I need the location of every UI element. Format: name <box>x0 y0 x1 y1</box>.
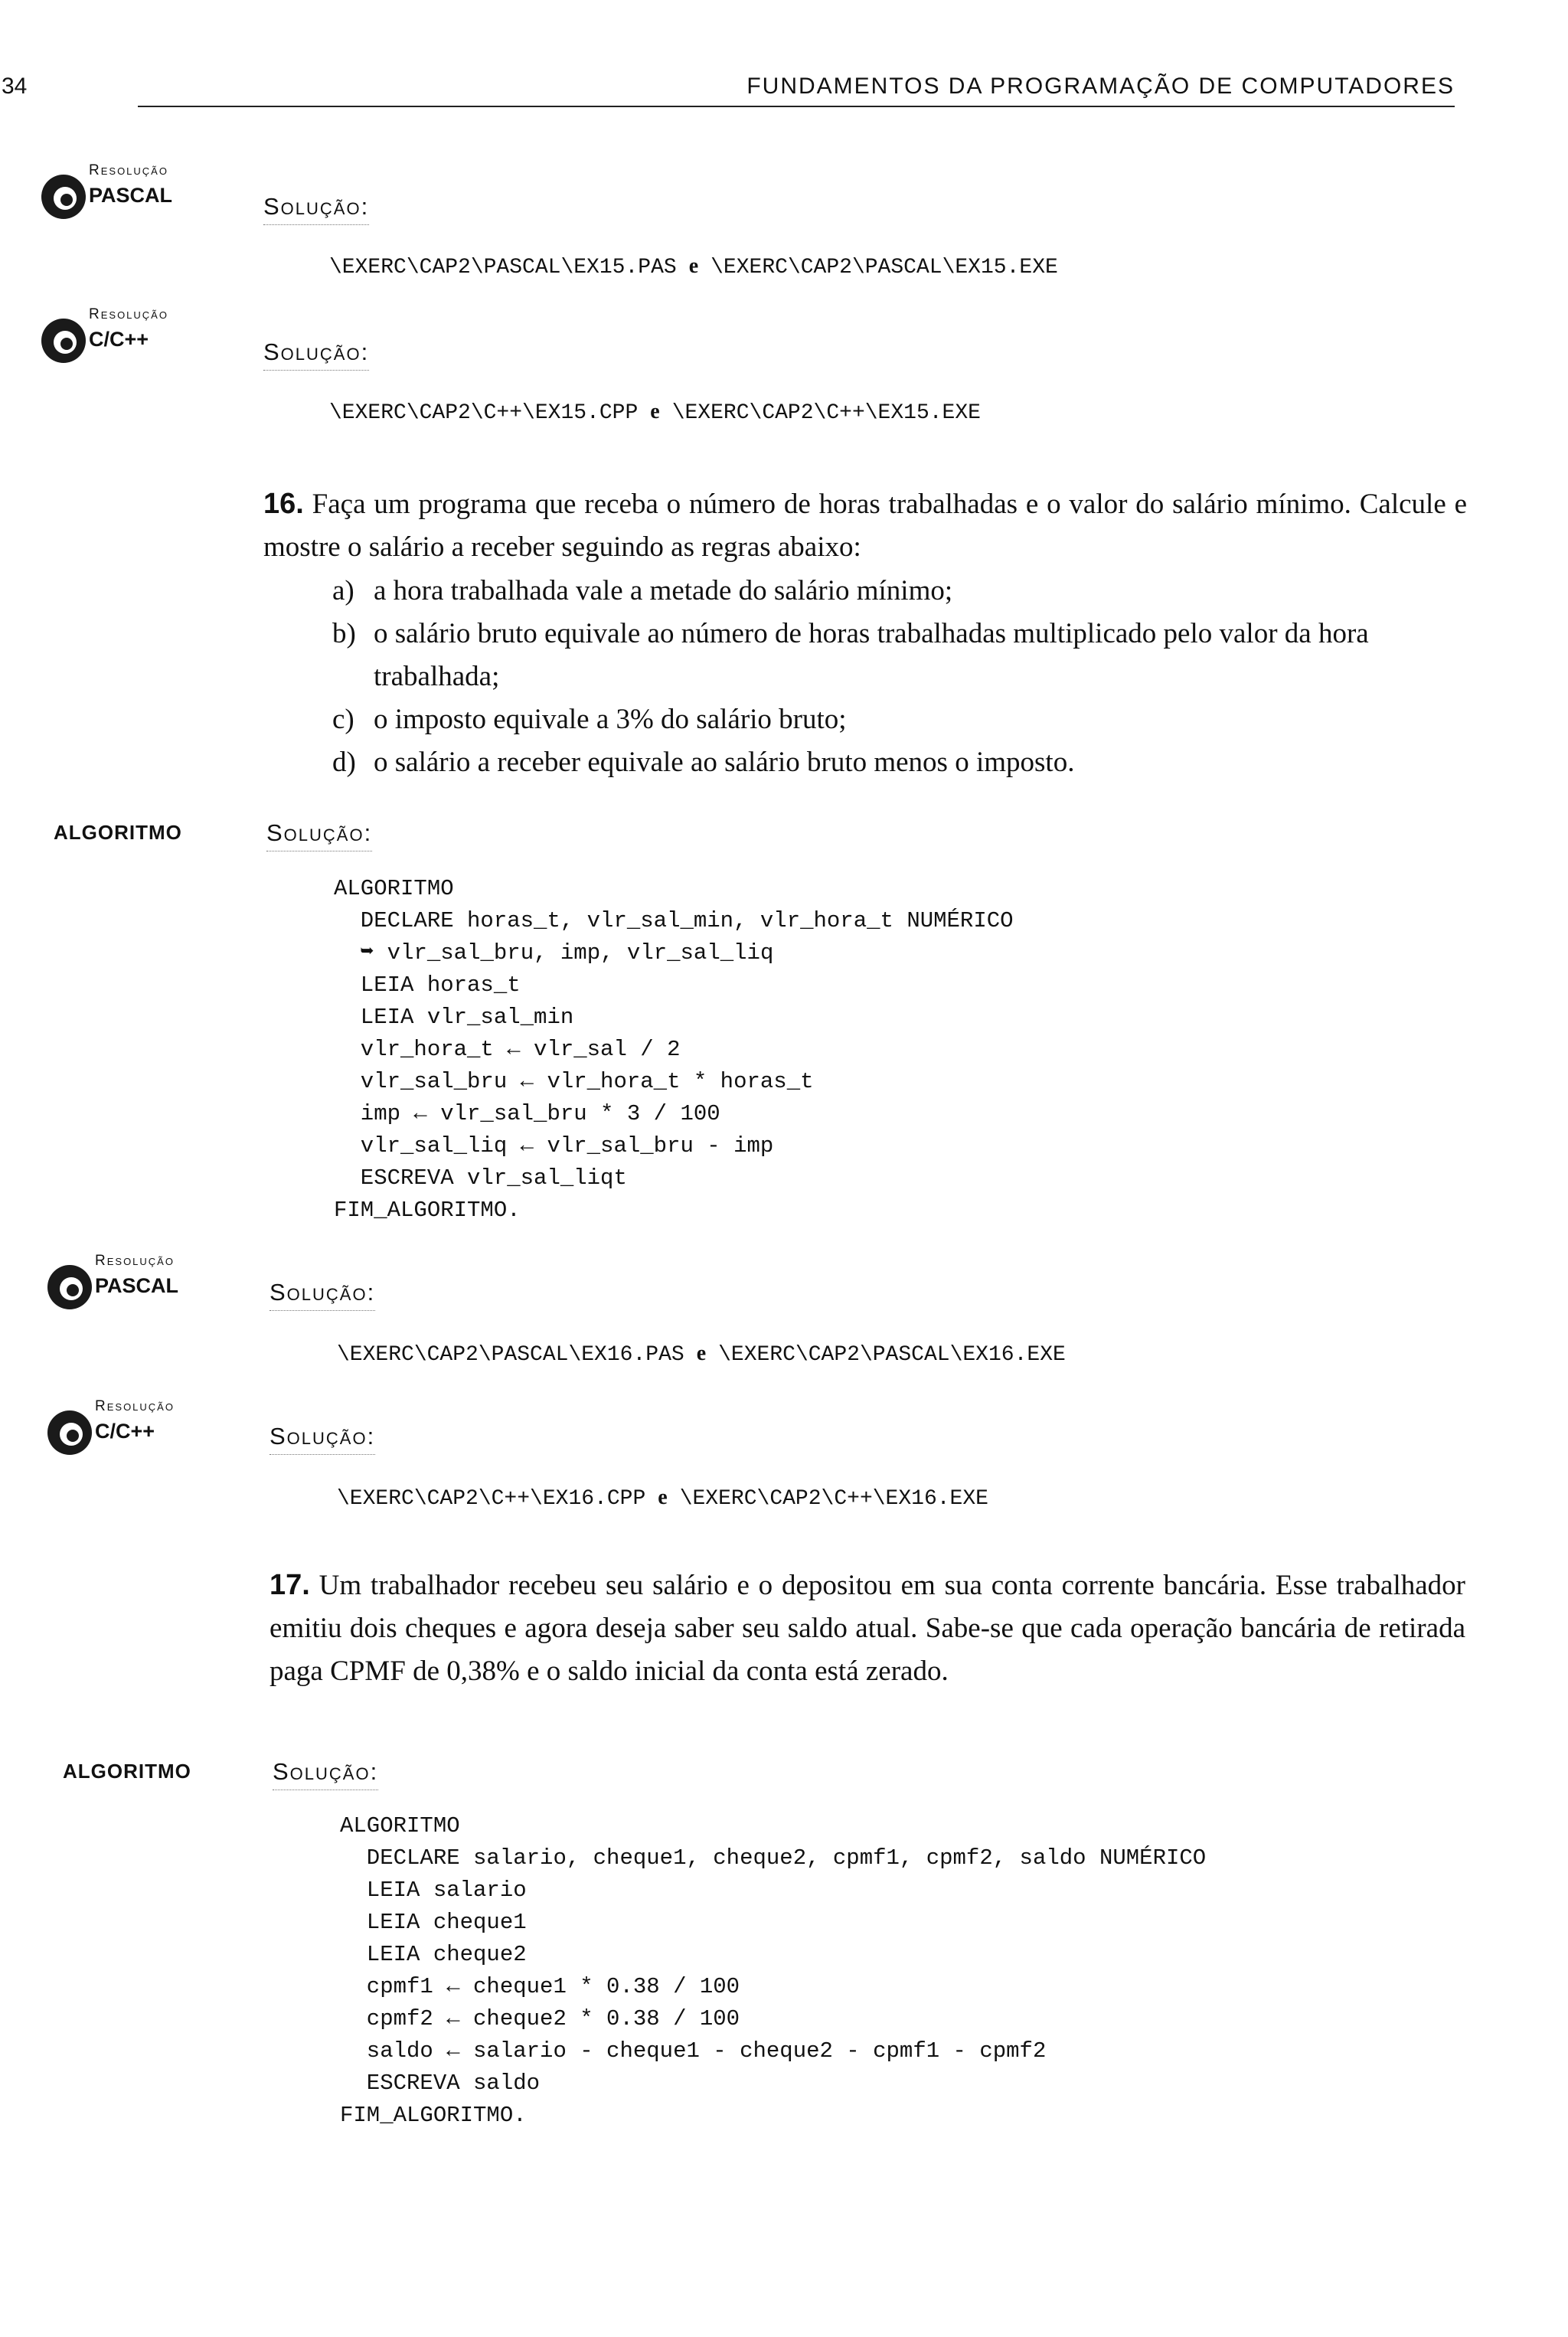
algorithm-code-16 <box>334 873 1014 1227</box>
conjunction: e <box>658 1486 668 1509</box>
question-16 <box>263 482 1467 569</box>
code-line: vlr_sal_liq ← vlr_sal_bru - imp <box>334 1133 774 1159</box>
code-line: vlr_sal_bru ← vlr_hora_t * horas_t <box>334 1069 814 1094</box>
algoritmo-icon: ALGORITMO <box>54 821 182 844</box>
rules-list <box>332 570 1465 784</box>
running-header <box>0 74 1455 110</box>
solution-label: Solução: <box>266 819 373 846</box>
cpp-label: C/C++ <box>95 1420 155 1443</box>
solution-path-line <box>329 254 1058 279</box>
file-path: \EXERC\CAP2\C++\EX15.CPP <box>329 401 639 425</box>
header-rule <box>138 106 1455 107</box>
code-line: ALGORITMO <box>340 1813 460 1839</box>
code-line: LEIA salario <box>340 1878 527 1903</box>
code-line: LEIA vlr_sal_min <box>334 1005 574 1030</box>
code-line: cpmf1 ← cheque1 * 0.38 / 100 <box>340 1974 740 1999</box>
code-line: cpmf2 ← cheque2 * 0.38 / 100 <box>340 2006 740 2031</box>
code-line: LEIA horas_t <box>334 972 521 998</box>
file-path: \EXERC\CAP2\PASCAL\EX16.PAS <box>337 1343 684 1367</box>
resolucao-label: Resolução <box>95 1398 175 1414</box>
file-path: \EXERC\CAP2\PASCAL\EX16.EXE <box>718 1343 1066 1367</box>
resolucao-label: Resolução <box>89 162 168 178</box>
solution-path-line <box>337 1342 1066 1367</box>
code-line: ESCREVA vlr_sal_liqt <box>334 1165 627 1191</box>
conjunction: e <box>650 400 660 423</box>
question-number: 17. <box>270 1569 310 1601</box>
resolucao-label: Resolução <box>89 306 168 322</box>
file-path: \EXERC\CAP2\PASCAL\EX15.EXE <box>710 256 1058 279</box>
code-line: imp ← vlr_sal_bru * 3 / 100 <box>334 1101 720 1126</box>
code-line: ESCREVA saldo <box>340 2071 541 2096</box>
code-line: LEIA cheque2 <box>340 1942 527 1967</box>
list-item: b) o salário bruto equivale ao número de horas trabalhadas multiplicado pelo valor da hora trabalhada; <box>332 618 1369 692</box>
code-line: DECLARE horas_t, vlr_sal_min, vlr_hora_t NUMÉRICO <box>334 908 1014 933</box>
solution-label: Solução: <box>270 1423 376 1450</box>
code-line: saldo ← salario - cheque1 - cheque2 - cpmf1 - cpmf2 <box>340 2038 1047 2064</box>
solution-label: Solução: <box>273 1758 379 1785</box>
page-number: 34 <box>2 74 28 99</box>
question-number: 16. <box>263 488 304 520</box>
target-logo-icon <box>46 1263 93 1311</box>
list-item: d) o salário a receber equivale ao salário bruto menos o imposto. <box>332 747 1075 778</box>
question-text: Um trabalhador recebeu seu salário e o depositou em sua conta corrente bancária. Esse trabalhador emitiu dois cheques e agora deseja saber seu saldo atual. Sabe-se que cada operação bancária de retirada paga CPMF de 0,38% e o saldo inicial da conta está zerado. <box>270 1570 1466 1687</box>
question-17 <box>270 1564 1465 1693</box>
file-path: \EXERC\CAP2\C++\EX15.EXE <box>671 401 981 425</box>
code-line: LEIA cheque1 <box>340 1910 527 1935</box>
resolucao-label: Resolução <box>95 1253 175 1269</box>
code-line: DECLARE salario, cheque1, cheque2, cpmf1, cpmf2, saldo NUMÉRICO <box>340 1845 1207 1871</box>
conjunction: e <box>688 254 699 278</box>
code-line: FIM_ALGORITMO. <box>340 2103 527 2128</box>
target-logo-icon <box>40 173 87 221</box>
cpp-label: C/C++ <box>89 328 149 351</box>
solution-path-line <box>329 400 981 425</box>
pascal-label: PASCAL <box>95 1274 179 1297</box>
code-line: ALGORITMO <box>334 876 454 901</box>
solution-path-line <box>337 1486 988 1511</box>
file-path: \EXERC\CAP2\C++\EX16.CPP <box>337 1487 646 1511</box>
code-line: FIM_ALGORITMO. <box>334 1198 521 1223</box>
algoritmo-icon: ALGORITMO <box>63 1760 191 1783</box>
question-text: Faça um programa que receba o número de horas trabalhadas e o valor do salário mínimo. Calcule e mostre o salário a receber seguindo as regras abaixo: <box>263 489 1468 563</box>
conjunction: e <box>696 1342 707 1365</box>
code-line: vlr_hora_t ← vlr_sal / 2 <box>334 1037 681 1062</box>
list-item: a) a hora trabalhada vale a metade do salário mínimo; <box>332 575 953 606</box>
file-path: \EXERC\CAP2\C++\EX16.EXE <box>679 1487 988 1511</box>
solution-label: Solução: <box>263 338 370 365</box>
solution-label: Solução: <box>270 1279 376 1306</box>
algorithm-code-17 <box>340 1810 1206 2132</box>
code-line: ➥ vlr_sal_bru, imp, vlr_sal_liq <box>334 940 774 966</box>
running-title: FUNDAMENTOS DA PROGRAMAÇÃO DE COMPUTADORES <box>746 74 1455 99</box>
solution-label: Solução: <box>263 193 370 220</box>
pascal-label: PASCAL <box>89 184 173 207</box>
target-logo-icon <box>46 1409 93 1456</box>
list-item: c) o imposto equivale a 3% do salário bruto; <box>332 704 847 735</box>
target-logo-icon <box>40 317 87 364</box>
file-path: \EXERC\CAP2\PASCAL\EX15.PAS <box>329 256 677 279</box>
